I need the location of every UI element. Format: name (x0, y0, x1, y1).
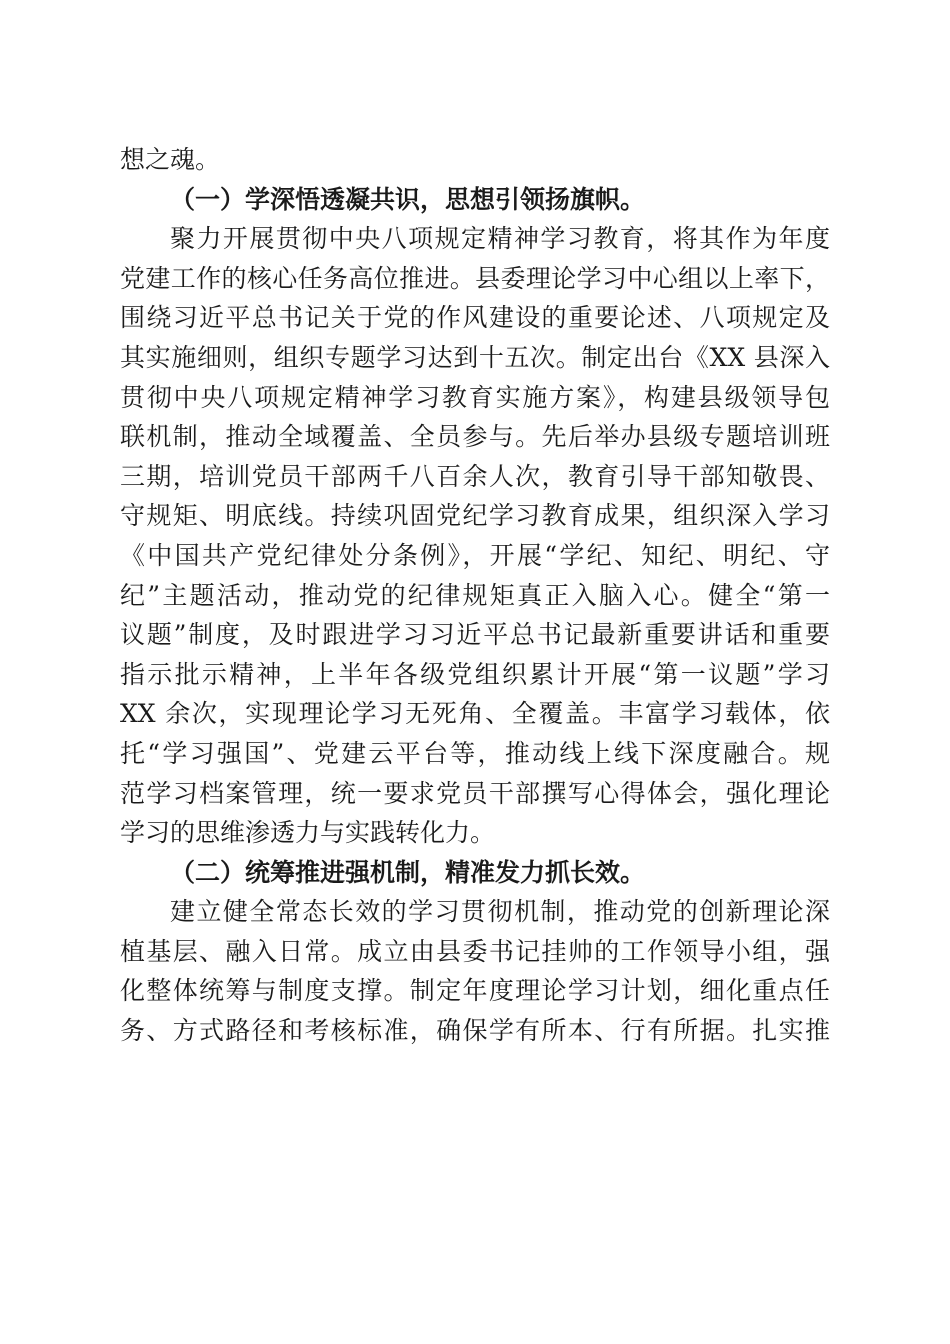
paragraph-line: 议题”制度，及时跟进学习习近平总书记最新重要讲话和重要 (120, 620, 830, 650)
paragraph-line: 化整体统筹与制度支撑。制定年度理论学习计划，细化重点任 (120, 976, 830, 1006)
document-body (120, 140, 830, 1051)
paragraph-line: 党建工作的核心任务高位推进。县委理论学习中心组以上率下， (120, 263, 830, 293)
paragraph-line: 植基层、融入日常。成立由县委书记挂帅的工作领导小组，强 (120, 936, 830, 966)
paragraph-line: XX 余次，实现理论学习无死角、全覆盖。丰富学习载体，依 (120, 699, 830, 729)
paragraph-line: 指示批示精神，上半年各级党组织累计开展“第一议题”学习 (120, 659, 830, 689)
paragraph-line: 联机制，推动全域覆盖、全员参与。先后举办县级专题培训班 (120, 422, 830, 452)
paragraph-line: 围绕习近平总书记关于党的作风建设的重要论述、八项规定及 (120, 303, 830, 333)
section-heading-1: （一）学深悟透凝共识，思想引领扬旗帜。 (170, 184, 646, 214)
paragraph-line: 托“学习强国”、党建云平台等，推动线上线下深度融合。规 (120, 738, 830, 768)
paragraph-line: 务、方式路径和考核标准，确保学有所本、行有所据。扎实推 (120, 1016, 830, 1046)
paragraph-line: 守规矩、明底线。持续巩固党纪学习教育成果，组织深入学习 (120, 501, 830, 531)
paragraph-line: 学习的思维渗透力与实践转化力。 (120, 818, 496, 848)
paragraph-line: 聚力开展贯彻中央八项规定精神学习教育，将其作为年度 (170, 224, 830, 254)
paragraph-line: 贯彻中央八项规定精神学习教育实施方案》，构建县级领导包 (120, 382, 830, 412)
paragraph-1 (120, 219, 830, 853)
paragraph-line: 《中国共产党纪律处分条例》，开展“学纪、知纪、明纪、守 (120, 540, 830, 570)
paragraph-line: 其实施细则，组织专题学习达到十五次。制定出台《XX 县深入 (120, 342, 830, 372)
continuation-line: 想之魂。 (120, 145, 221, 174)
section-heading-2: （二）统筹推进强机制，精准发力抓长效。 (170, 857, 646, 887)
paragraph-line: 范学习档案管理，统一要求党员干部撰写心得体会，强化理论 (120, 778, 830, 808)
paragraph-2 (120, 892, 830, 1050)
paragraph-line: 三期，培训党员干部两千八百余人次，教育引导干部知敬畏、 (120, 461, 830, 491)
paragraph-line: 建立健全常态长效的学习贯彻机制，推动党的创新理论深 (170, 897, 830, 927)
paragraph-line: 纪”主题活动，推动党的纪律规矩真正入脑入心。健全“第一 (120, 580, 830, 610)
